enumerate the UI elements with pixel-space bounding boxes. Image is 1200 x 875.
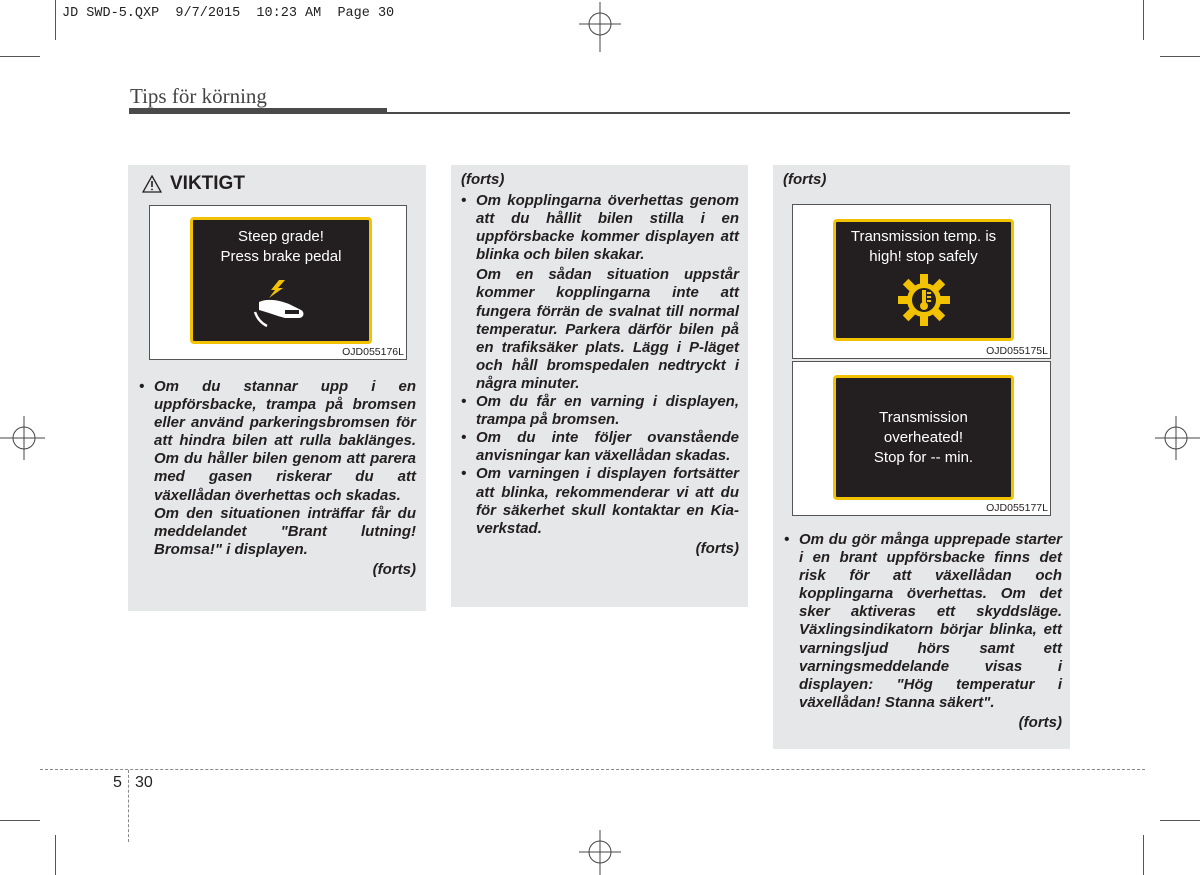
continued-top-label: (forts) xyxy=(783,171,827,188)
registration-mark-top xyxy=(575,2,625,52)
list-item: • Om du får en varning i displayen, trampa på bromsen. xyxy=(461,393,739,429)
display-line: Press brake pedal xyxy=(220,248,342,265)
continued-label: (forts) xyxy=(1018,713,1062,731)
paragraph: Om en sådan situation uppstår kommer kopplingarna inte att fungera förrän de svalnat till normal temperatur. Parkera därför bilen på en trafiksäker plats. Lägg i P-läget och håll bromspedalen nedtryckt i några minuter. xyxy=(476,266,739,392)
paragraph: Om den situationen inträffar får du meddelandet "Brant lutning! Bromsa!" i displayen. xyxy=(154,504,416,558)
display-line: Stop for -- min. xyxy=(873,449,974,466)
brake-pedal-foot-icon xyxy=(249,276,319,334)
crop-mark xyxy=(55,0,56,40)
figure-code: OJD055177L xyxy=(986,502,1048,514)
header-rule-thin xyxy=(387,112,1070,114)
list-item: • Om du gör många upprepade starter i en brant uppförsbacke finns det risk för att växellådan och kopplingarna överhettas. Om det sker aktiveras ett skyddsläge. Växlingsindikatorn börjar blinka, ett varningsljud hörs samt ett varningsmeddelande visas i displayen: "Hög temperatur i växellådan! Stanna säkert". xyxy=(784,531,1062,712)
section-title: Tips för körning xyxy=(130,84,267,108)
registration-mark-bottom xyxy=(575,830,625,875)
figure-steep-grade xyxy=(149,205,407,360)
chapter-number: 5 xyxy=(113,774,122,791)
crop-mark xyxy=(0,56,40,57)
figure-code: OJD055175L xyxy=(986,345,1048,357)
crop-mark xyxy=(1143,835,1144,875)
continued-label: (forts) xyxy=(372,560,416,578)
list-item: • Om du inte följer ovanstående anvisningar kan växellådan skadas. xyxy=(461,429,739,465)
warning-title: VIKTIGT xyxy=(170,173,245,194)
crop-mark xyxy=(1160,820,1200,821)
list-item: • Om varningen i displayen fortsätter att blinka, rekommenderar vi att du för säkerhet skull kontaktar en Kia-verkstad. xyxy=(461,465,739,537)
display-screen xyxy=(190,217,372,344)
column-3-panel xyxy=(773,165,1070,749)
col1-text xyxy=(139,378,416,579)
print-slug: JD SWD-5.QXP 9/7/2015 10:23 AM Page 30 xyxy=(62,6,395,21)
display-screen xyxy=(833,375,1014,500)
crop-mark xyxy=(0,820,40,821)
registration-mark-right xyxy=(1155,413,1200,463)
col2-text xyxy=(461,192,739,558)
footer-divider xyxy=(128,770,129,842)
list-item: • Om kopplingarna överhettas genom att du hållit bilen stilla i en uppförsbacke kommer displayen att blinka och bilen skakar. xyxy=(461,192,739,264)
transmission-temperature-icon xyxy=(896,272,952,328)
figure-transmission-overheated xyxy=(792,361,1051,516)
page-number: 30 xyxy=(135,774,153,791)
display-line: Transmission xyxy=(879,409,968,426)
list-item: • Om du stannar upp i en uppförsbacke, trampa på bromsen eller använd parkeringsbromsen för att hindra bilen att rulla baklänges. Om du håller bilen genom att parera med gasen riskerar du att växellådan överhettas och skadas. xyxy=(139,378,416,505)
figure-code: OJD055176L xyxy=(342,346,404,358)
display-line: Transmission temp. is xyxy=(850,228,997,245)
header-rule-thick xyxy=(129,108,387,114)
display-line: Steep grade! xyxy=(238,228,324,245)
footer-rule xyxy=(40,769,1145,770)
display-line: high! stop safely xyxy=(869,248,978,265)
display-line: overheated! xyxy=(883,429,964,446)
col3-text xyxy=(784,531,1062,732)
crop-mark xyxy=(55,835,56,875)
registration-mark-left xyxy=(0,413,45,463)
crop-mark xyxy=(1160,56,1200,57)
continued-top-label: (forts) xyxy=(461,171,505,188)
continued-label: (forts) xyxy=(695,539,739,557)
display-screen xyxy=(833,219,1014,341)
crop-mark xyxy=(1143,0,1144,40)
column-1-panel xyxy=(128,165,426,611)
figure-transmission-temp xyxy=(792,204,1051,359)
warning-triangle-icon xyxy=(142,175,162,193)
column-2-panel xyxy=(451,165,748,607)
warning-heading xyxy=(142,173,245,195)
